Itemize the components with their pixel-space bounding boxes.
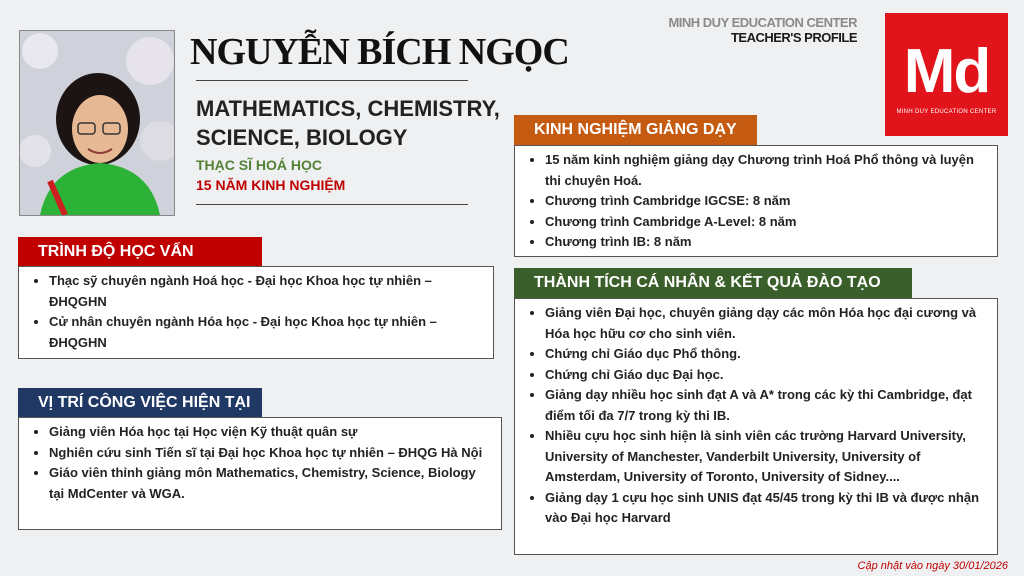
achievements-box	[514, 298, 998, 555]
teaching-item: • Chương trình IB: 8 năm	[545, 232, 989, 253]
position-item: • Giáo viên thỉnh giảng môn Mathematics, Chemistry, Science, Biology tại MdCenter và WGA.	[49, 463, 493, 504]
achievement-item: • Giảng dạy nhiều học sinh đạt A và A* trong các kỳ thi Cambridge, đạt điểm tối đa 7/7 trong kỳ thi IB.	[545, 385, 989, 426]
teaching-heading: KINH NGHIỆM GIẢNG DẠY	[514, 115, 757, 145]
logo-text: Md	[903, 37, 990, 106]
teacher-name: NGUYỄN BÍCH NGỌC	[190, 31, 569, 73]
achievement-item: • Chứng chỉ Giáo dục Đại học.	[545, 365, 989, 386]
position-list	[19, 418, 501, 504]
updated-note: Cập nhật vào ngày 30/01/2026	[857, 560, 1008, 572]
achievement-item: • Giảng viên Đại học, chuyên giảng dạy các môn Hóa học đại cương và Hóa học hữu cơ cho sinh viên.	[545, 303, 989, 344]
teacher-photo	[19, 30, 175, 216]
teacher-degree: THẠC SĨ HOÁ HỌC	[196, 157, 322, 173]
profile-label: TEACHER'S PROFILE	[730, 30, 857, 45]
header-center-block	[668, 15, 857, 45]
teaching-item: • 15 năm kinh nghiệm giảng dạy Chương trình Hoá Phổ thông và luyện thi chuyên Hoá.	[545, 150, 989, 191]
position-item: • Nghiên cứu sinh Tiến sĩ tại Đại học Khoa học tự nhiên – ĐHQG Hà Nội	[49, 443, 493, 464]
teaching-list	[515, 146, 997, 253]
teaching-box	[514, 145, 998, 257]
achievement-item: • Chứng chỉ Giáo dục Phổ thông.	[545, 344, 989, 365]
position-heading: VỊ TRÍ CÔNG VIỆC HIỆN TẠI	[18, 388, 262, 418]
logo-caption: MINH DUY EDUCATION CENTER	[896, 109, 997, 115]
teaching-item: • Chương trình Cambridge A-Level: 8 năm	[545, 212, 989, 233]
profile-divider	[196, 204, 468, 205]
achievement-item: • Nhiều cựu học sinh hiện là sinh viên các trường Harvard University, University of Manchester, Vanderbilt University, University of Amsterdam, University of Toronto, University of Sidney....	[545, 426, 989, 488]
education-heading: TRÌNH ĐỘ HỌC VẤN	[18, 237, 262, 267]
education-list	[19, 267, 493, 353]
education-box	[18, 266, 494, 359]
education-item: • Cử nhân chuyên ngành Hóa học - Đại học Khoa học tự nhiên – ĐHQGHN	[49, 312, 485, 353]
position-box	[18, 417, 502, 530]
teaching-item: • Chương trình Cambridge IGCSE: 8 năm	[545, 191, 989, 212]
achievements-heading: THÀNH TÍCH CÁ NHÂN & KẾT QUẢ ĐÀO TẠO	[514, 268, 912, 298]
education-item: • Thạc sỹ chuyên ngành Hoá học - Đại học Khoa học tự nhiên – ĐHQGHN	[49, 271, 485, 312]
teacher-portrait-image	[20, 31, 174, 215]
teacher-subjects: MATHEMATICS, CHEMISTRY, SCIENCE, BIOLOGY	[196, 96, 500, 150]
brand-logo	[885, 13, 1008, 136]
name-divider	[196, 80, 468, 81]
achievements-list	[515, 299, 997, 529]
teacher-experience: 15 NĂM KINH NGHIỆM	[196, 177, 346, 193]
center-name: MINH DUY EDUCATION CENTER	[668, 15, 857, 30]
position-item: • Giảng viên Hóa học tại Học viện Kỹ thuật quân sự	[49, 422, 493, 443]
achievement-item: • Giảng dạy 1 cựu học sinh UNIS đạt 45/45 trong kỳ thi IB và được nhận vào Đại học Harvard	[545, 488, 989, 529]
